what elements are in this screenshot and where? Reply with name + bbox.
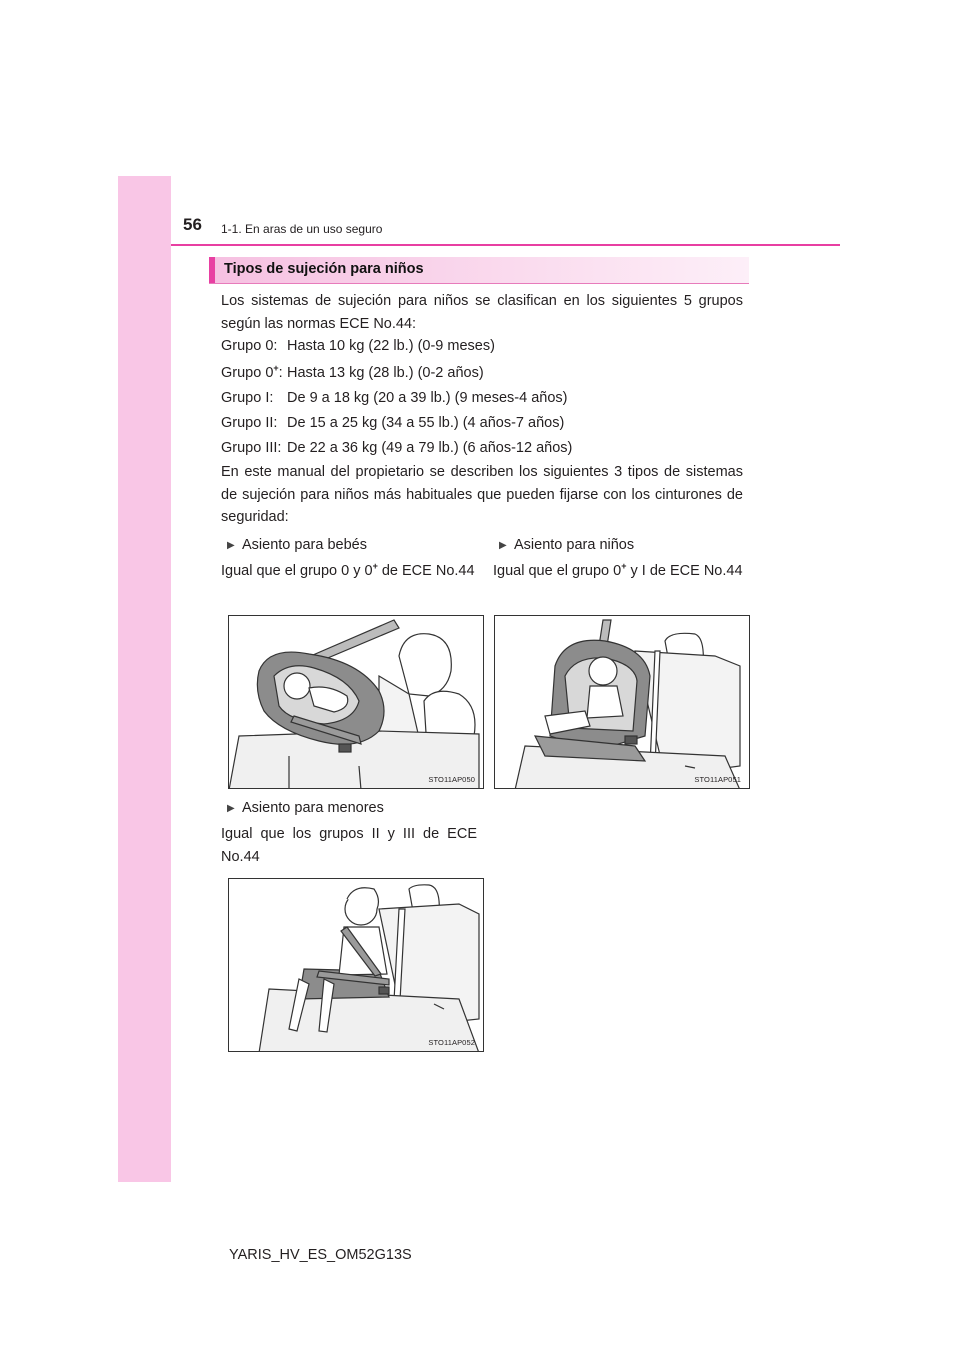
description-paragraph: En este manual del propietario se describen los siguientes 3 tipos de sistemas de sujeción para niños más habituales que pueden fijarse con los cinturones de seguridad: <box>221 464 743 525</box>
heading-bar <box>209 257 749 284</box>
right-triangle-icon: ▶ <box>227 540 235 551</box>
seat-description: Igual que el grupo 0+ y I de ECE No.44 <box>493 561 743 579</box>
seat-title: Asiento para niños <box>514 537 635 553</box>
seat-title: Asiento para menores <box>242 800 384 816</box>
infant-seat-illustration <box>228 615 484 789</box>
figure-code: STO11AP051 <box>694 775 741 784</box>
group-row: Grupo III: De 22 a 36 kg (49 a 79 lb.) (6 años-12 años) <box>221 440 573 456</box>
group-row: Grupo II: De 15 a 25 kg (34 a 55 lb.) (4 años-7 años) <box>221 415 565 431</box>
child-seat-illustration <box>494 615 750 789</box>
group-row: Grupo I: De 9 a 18 kg (20 a 39 lb.) (9 meses-4 años) <box>221 390 568 406</box>
right-triangle-icon: ▶ <box>499 540 507 551</box>
section-title: 1-1. En aras de un uso seguro <box>221 222 383 236</box>
intro-paragraph: Los sistemas de sujeción para niños se clasifican en los siguientes 5 grupos según las normas ECE No.44: <box>221 293 743 332</box>
seat-description: Igual que los grupos II y III de ECE No.44 <box>221 826 477 865</box>
booster-seat-illustration <box>228 878 484 1052</box>
group-row: Grupo 0+: Hasta 13 kg (28 lb.) (0-2 años) <box>221 363 484 381</box>
seat-description: Igual que el grupo 0 y 0+ de ECE No.44 <box>221 561 475 579</box>
page-number: 56 <box>183 215 202 234</box>
heading-accent-stripe <box>209 257 215 283</box>
header-rule <box>171 244 840 246</box>
group-row: Grupo 0: Hasta 10 kg (22 lb.) (0-9 meses) <box>221 338 495 354</box>
section-heading: Tipos de sujeción para niños <box>224 261 424 277</box>
figure-code: STO11AP052 <box>428 1038 475 1047</box>
figure-code: STO11AP050 <box>428 775 475 784</box>
side-margin-band <box>118 176 171 1182</box>
document-code: YARIS_HV_ES_OM52G13S <box>229 1247 412 1263</box>
seat-title: Asiento para bebés <box>242 537 367 553</box>
right-triangle-icon: ▶ <box>227 803 235 814</box>
